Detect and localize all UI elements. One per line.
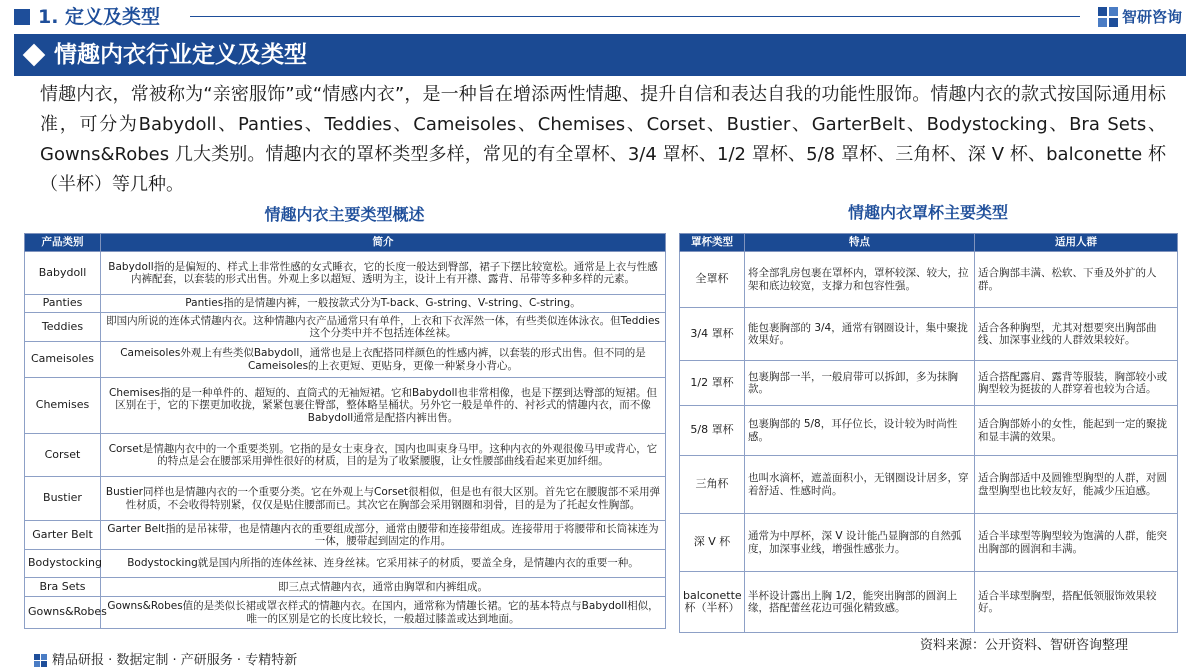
table-row xyxy=(25,252,666,295)
cup-type: 5/8 罩杯 xyxy=(680,406,745,456)
cup-type: 3/4 罩杯 xyxy=(680,308,745,361)
types-table-title: 情趣内衣主要类型概述 xyxy=(264,205,425,224)
type-category: Bra Sets xyxy=(25,578,101,597)
table-row xyxy=(680,572,1178,633)
table-row xyxy=(25,295,666,313)
table-row xyxy=(680,308,1178,361)
types-table-header xyxy=(25,234,666,252)
cup-type: 1/2 罩杯 xyxy=(680,361,745,406)
cups-table-title: 情趣内衣罩杯主要类型 xyxy=(847,203,1008,222)
cup-feature: 将全部乳房包裹在罩杯内，罩杯较深、较大，拉架和底边较宽，支撑力和包容性强。 xyxy=(745,252,975,308)
cups-table xyxy=(679,233,1178,633)
type-desc: Babydoll指的是偏短的、样式上非常性感的女式睡衣，它的长度一般达到臀部，裙子下摆比较宽松。通常是上衣与性感内裤配套，以套装的形式出售。外观上多以超短、透明为主，设计上有开襟、露背、吊带等多种多样的元素。 xyxy=(101,252,666,295)
cup-feature: 也叫水滴杯，遮盖面积小，无钢圈设计居多，穿着舒适、性感时尚。 xyxy=(745,456,975,514)
table-row xyxy=(680,514,1178,572)
cup-feature: 包裹胸部的 5/8，耳仔位长，设计较为时尚性感。 xyxy=(745,406,975,456)
diamond-icon xyxy=(23,44,46,67)
type-desc: Garter Belt指的是吊袜带，也是情趣内衣的重要组成部分，通常由腰带和连接带组成。连接带用于将腰带和长筒袜连为一体，腰带起到固定的作用。 xyxy=(101,521,666,550)
type-category: Cameisoles xyxy=(25,342,101,378)
table-row xyxy=(25,477,666,521)
cup-type: 全罩杯 xyxy=(680,252,745,308)
brand-logo-icon xyxy=(1098,7,1118,27)
table-row xyxy=(25,313,666,342)
cup-feature: 通常为中厚杯，深 V 设计能凸显胸部的自然弧度，加深事业线，增强性感张力。 xyxy=(745,514,975,572)
type-desc: Cameisoles外观上有些类似Babydoll，通常也是上衣配搭同样颜色的性感内裤，以套装的形式出售。但不同的是Cameisoles的上衣更短、更贴身，更像一种紧身小背心。 xyxy=(101,342,666,378)
type-category: Gowns&Robes xyxy=(25,597,101,629)
table-row xyxy=(680,456,1178,514)
table-row xyxy=(25,434,666,477)
source-note: 资料来源：公开资料、智研咨询整理 xyxy=(920,638,1129,653)
cups-header-type: 罩杯类型 xyxy=(680,234,745,252)
type-category: Teddies xyxy=(25,313,101,342)
cup-audience: 适合胸部丰满、松软、下垂及外扩的人群。 xyxy=(975,252,1178,308)
table-row xyxy=(680,252,1178,308)
type-category: Babydoll xyxy=(25,252,101,295)
type-category: Panties xyxy=(25,295,101,313)
type-category: Bodystocking xyxy=(25,550,101,578)
cup-feature: 半杯设计露出上胸 1/2，能突出胸部的圆润上缘，搭配蕾丝花边可强化精致感。 xyxy=(745,572,975,633)
table-row xyxy=(680,406,1178,456)
type-category: Chemises xyxy=(25,378,101,434)
type-category: Garter Belt xyxy=(25,521,101,550)
cup-type: 深 V 杯 xyxy=(680,514,745,572)
cup-type: 三角杯 xyxy=(680,456,745,514)
cup-audience: 适合胸部娇小的女性，能起到一定的聚拢和显丰满的效果。 xyxy=(975,406,1178,456)
page-title: 情趣内衣行业定义及类型 xyxy=(54,42,307,68)
types-table xyxy=(24,233,666,629)
type-desc: 即三点式情趣内衣，通常由胸罩和内裤组成。 xyxy=(101,578,666,597)
type-desc: Bustier同样也是情趣内衣的一个重要分类。它在外观上与Corset很相似，但是也有很大区别。首先它在腰腹部不采用弹性材质，不会收得特别紧，仅仅是贴住腰部而已。其次它在胸部会采用钢圈和羽骨，目的是为了托起女性胸部。 xyxy=(101,477,666,521)
cup-audience: 适合半球型胸型，搭配低领服饰效果较好。 xyxy=(975,572,1178,633)
title-banner xyxy=(14,34,1186,76)
cup-feature: 能包裹胸部的 3/4，通常有钢圈设计，集中聚拢效果好。 xyxy=(745,308,975,361)
table-row xyxy=(25,550,666,578)
table-row xyxy=(25,521,666,550)
types-header-desc: 简介 xyxy=(101,234,666,252)
cup-audience: 适合各种胸型，尤其对想要突出胸部曲线、加深事业线的人群效果较好。 xyxy=(975,308,1178,361)
table-row xyxy=(25,378,666,434)
type-desc: Bodystocking就是国内所指的连体丝袜、连身丝袜。它采用袜子的材质，要盖全身，是情趣内衣的重要一种。 xyxy=(101,550,666,578)
type-desc: Panties指的是情趣内裤，一般按款式分为T-back、G-string、V-string、C-string。 xyxy=(101,295,666,313)
cups-header-audience: 适用人群 xyxy=(975,234,1178,252)
type-desc: Chemises指的是一种单件的、超短的、直筒式的无袖短裙。它和Babydoll也非常相像，也是下摆到达臀部的短裙。但区别在于，它的下摆更加收拢，紧紧包裹住臀部，整体略呈桶状。另外它一般是单件的、衬衫式的情趣内衣，而不像Babydoll通常是配搭内裤出售。 xyxy=(101,378,666,434)
top-bar xyxy=(0,0,1200,34)
cup-feature: 包裹胸部一半，一般肩带可以拆卸，多为抹胸款。 xyxy=(745,361,975,406)
cup-audience: 适合半球型等胸型较为饱满的人群，能突出胸部的圆润和丰满。 xyxy=(975,514,1178,572)
cup-type: balconette 杯（半杯） xyxy=(680,572,745,633)
type-category: Corset xyxy=(25,434,101,477)
footer-slogan: 精品研报 · 数据定制 · 产研服务 · 专精特新 xyxy=(52,653,298,668)
types-header-category: 产品类别 xyxy=(25,234,101,252)
footer-logo-icon xyxy=(34,654,47,667)
brand-name: 智研咨询 xyxy=(1122,8,1183,26)
cup-audience: 适合胸部适中及圆锥型胸型的人群，对圆盘型胸型也比较友好，能减少压迫感。 xyxy=(975,456,1178,514)
section-header: 1. 定义及类型 xyxy=(38,6,161,28)
intro-paragraph: 情趣内衣，常被称为“亲密服饰”或“情感内衣”，是一种旨在增添两性情趣、提升自信和表达自我的功能性服饰。情趣内衣的款式按国际通用标准，可分为Babydoll、Panties、Teddies、Cameisoles、Chemises、Corset、Bustier、GarterBelt、Bodystocking、Bra Sets、Gowns&Robes 几大类别。情趣内衣的罩杯类型多样，常见的有全罩杯、3/4 罩杯、1/2 罩杯、5/8 罩杯、三角杯、深 V 杯、balconette 杯（半杯）等几种。 xyxy=(40,84,1166,195)
cups-header-feature: 特点 xyxy=(745,234,975,252)
table-row xyxy=(25,597,666,629)
type-desc: Corset是情趣内衣中的一个重要类别。它指的是女士束身衣，国内也叫束身马甲。这种内衣的外观很像马甲或背心，它的特点是会在腰部采用弹性很好的材质，目的是为了收紧腰腹，让女性腰部曲线看起来更加纤细。 xyxy=(101,434,666,477)
type-desc: 即国内所说的连体式情趣内衣。这种情趣内衣产品通常只有单件，上衣和下衣浑然一体，有些类似连体泳衣。但Teddies这个分类中并不包括连体丝袜。 xyxy=(101,313,666,342)
section-square-icon xyxy=(14,9,30,25)
table-row xyxy=(25,578,666,597)
type-desc: Gowns&Robes值的是类似长裙或罩衣样式的情趣内衣。在国内，通常称为情趣长裙。它的基本特点与Babydoll相似，唯一的区别是它的长度比较长，一般超过膝盖或达到地面。 xyxy=(101,597,666,629)
section-divider xyxy=(190,16,1080,17)
cup-audience: 适合搭配露肩、露背等服装，胸部较小或胸型较为挺拔的人群穿着也较为合适。 xyxy=(975,361,1178,406)
table-row xyxy=(680,361,1178,406)
type-category: Bustier xyxy=(25,477,101,521)
footer xyxy=(0,650,1200,671)
cups-table-header xyxy=(680,234,1178,252)
table-row xyxy=(25,342,666,378)
